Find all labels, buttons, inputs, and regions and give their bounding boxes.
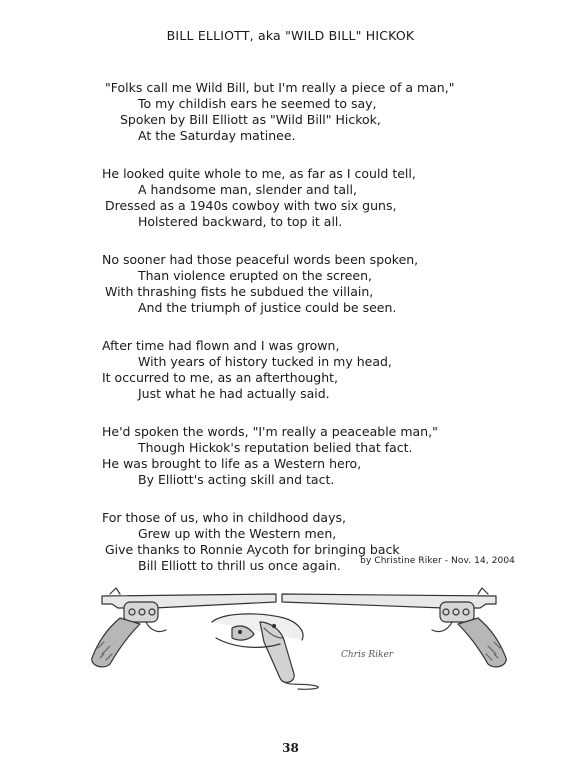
poem-line: Holstered backward, to top it all. <box>138 214 343 229</box>
poem-title: BILL ELLIOTT, aka "WILD BILL" HICKOK <box>166 28 415 43</box>
poem-line: Bill Elliott to thrill us once again. <box>138 558 341 573</box>
poem-line: Grew up with the Western men, <box>138 526 337 541</box>
stanza <box>105 80 545 144</box>
poem-line: Than violence erupted on the screen, <box>138 268 372 283</box>
holster-belt-drawing <box>212 614 318 689</box>
poem-line: With thrashing fists he subdued the villain, <box>105 284 374 299</box>
poem-body <box>102 80 545 596</box>
poem-line: He was brought to life as a Western hero, <box>102 456 362 471</box>
revolvers-holster-illustration <box>84 578 514 690</box>
stanza <box>102 338 545 402</box>
poem-line: And the triumph of justice could be seen. <box>138 300 397 315</box>
poem-line: Just what he had actually said. <box>138 386 330 401</box>
page-number: 38 <box>282 741 299 755</box>
poem-line: For those of us, who in childhood days, <box>102 510 346 525</box>
poem-line: No sooner had those peaceful words been spoken, <box>102 252 419 267</box>
poem-line: A handsome man, slender and tall, <box>138 182 357 197</box>
poem-line: To my childish ears he seemed to say, <box>138 96 377 111</box>
poem-line: "Folks call me Wild Bill, but I'm really a piece of a man," <box>105 80 455 95</box>
right-revolver-drawing <box>282 588 506 667</box>
poem-line: Spoken by Bill Elliott as "Wild Bill" Hickok, <box>120 112 381 127</box>
artist-signature: Chris Riker <box>341 650 394 660</box>
poem-line: At the Saturday matinee. <box>138 128 296 143</box>
poem-line: Though Hickok's reputation belied that fact. <box>138 440 413 455</box>
poem-line: Dressed as a 1940s cowboy with two six guns, <box>105 198 397 213</box>
stanza <box>102 166 545 230</box>
poem-line: He'd spoken the words, "I'm really a peaceable man," <box>102 424 438 439</box>
poem-line: With years of history tucked in my head, <box>138 354 392 369</box>
stanza <box>102 252 545 316</box>
stanza <box>102 424 545 488</box>
poem-line: Give thanks to Ronnie Aycoth for bringing back <box>105 542 400 557</box>
author-byline: by Christine Riker - Nov. 14, 2004 <box>360 556 515 566</box>
poem-line: By Elliott's acting skill and tact. <box>138 472 335 487</box>
poem-line: It occurred to me, as an afterthought, <box>102 370 338 385</box>
poem-line: He looked quite whole to me, as far as I could tell, <box>102 166 416 181</box>
poem-line: After time had flown and I was grown, <box>102 338 340 353</box>
